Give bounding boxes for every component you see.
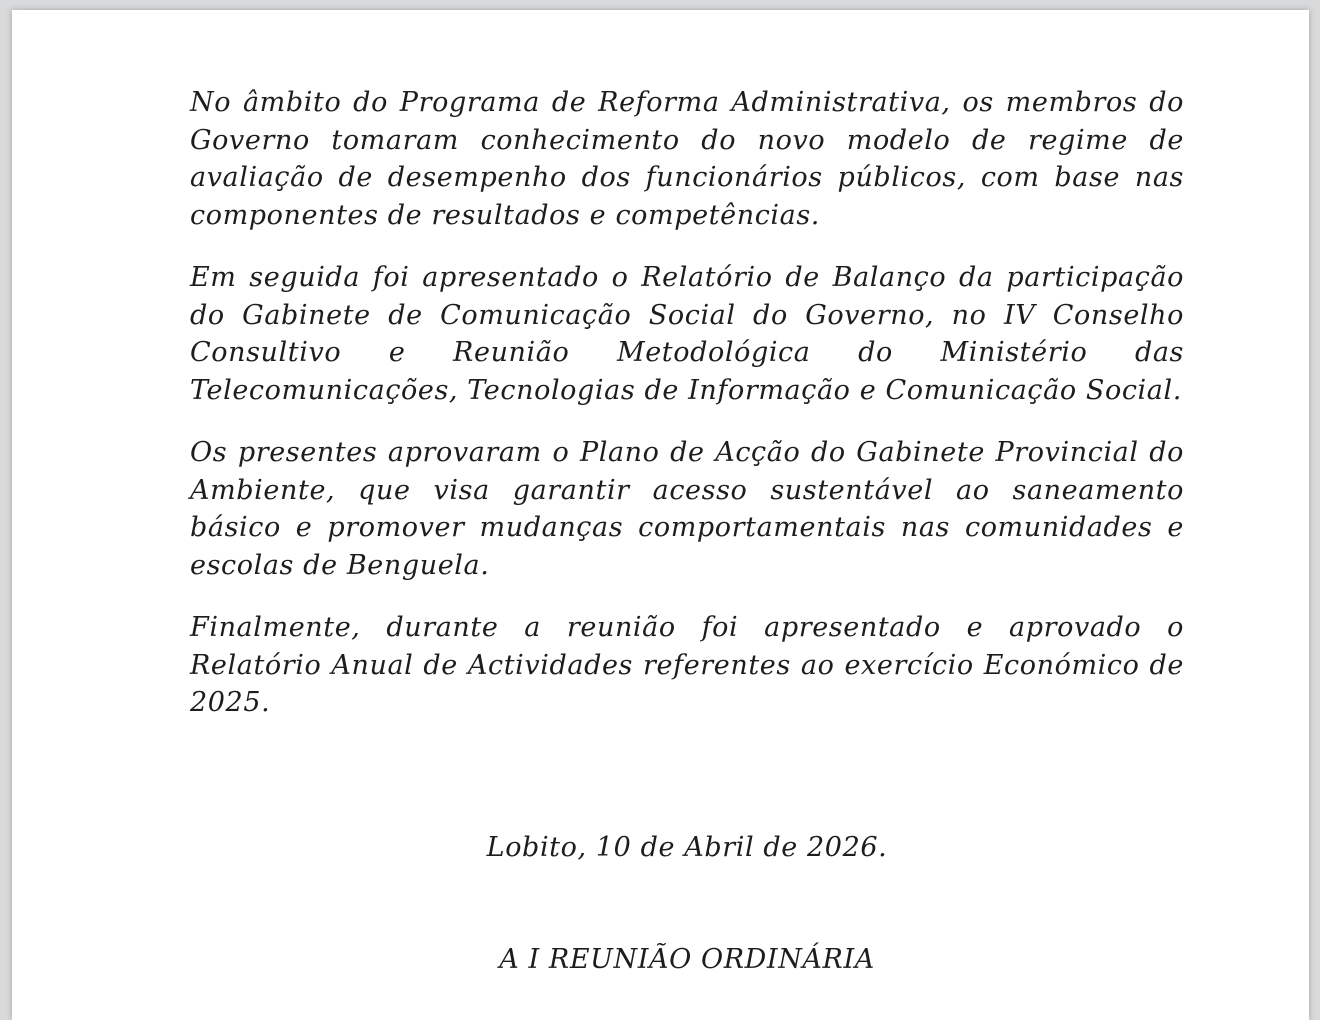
document-page xyxy=(12,10,1309,1020)
paragraph-reforma-administrativa: No âmbito do Programa de Reforma Administrativa, os membros do Governo tomaram conhecimento do novo modelo de regime de avaliação de desempenho dos funcionários públicos, com base nas componentes de resultados e competências. xyxy=(190,87,1184,231)
paragraph-relatorio-anual: Finalmente, durante a reunião foi apresentado e aprovado o Relatório Anual de Actividades referentes ao exercício Económico de 2025. xyxy=(190,612,1184,718)
paragraph-relatorio-balanco: Em seguida foi apresentado o Relatório de Balanço da participação do Gabinete de Comunicação Social do Governo, no IV Conselho Consultivo e Reunião Metodológica do Ministério das Telecomunicações, Tecnologias de Informação e Comunicação Social. xyxy=(190,262,1184,406)
signature-line: A I REUNIÃO ORDINÁRIA xyxy=(499,944,875,975)
place-date-line: Lobito, 10 de Abril de 2026. xyxy=(486,832,888,863)
document-body xyxy=(190,84,1184,747)
paragraph-plano-accao: Os presentes aprovaram o Plano de Acção do Gabinete Provincial do Ambiente, que visa garantir acesso sustentável ao saneamento básico e promover mudanças comportamentais nas comunidades e escolas de Benguela. xyxy=(190,437,1184,581)
